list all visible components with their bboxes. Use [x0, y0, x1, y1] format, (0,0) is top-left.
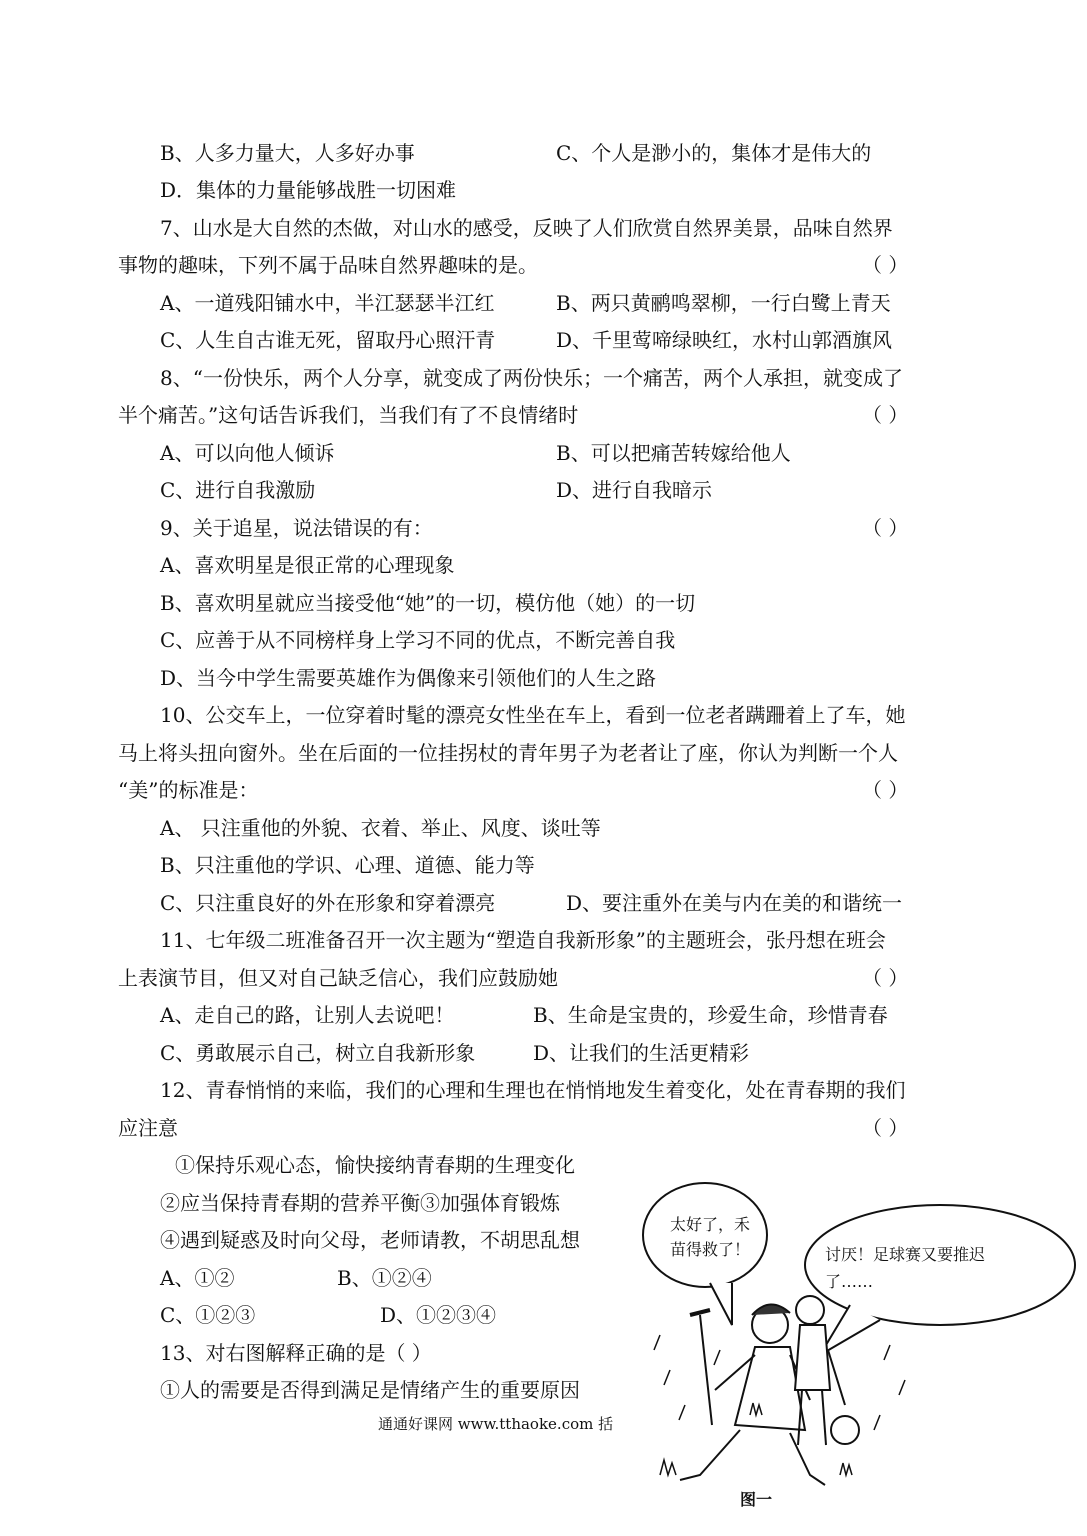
- q11-stem-line-1: 11、七年级二班准备召开一次主题为“塑造自我新形象”的主题班会，张丹想在班会: [160, 928, 886, 952]
- q12-item-1: ①保持乐观心态，愉快接纳青春期的生理变化: [175, 1153, 575, 1177]
- bubble-left-line-1: 太好了，禾: [670, 1215, 751, 1234]
- q10-option-a: A、 只注重他的外貌、衣着、举止、风度、谈吐等: [160, 816, 601, 840]
- q12-option-c: C、①②③: [160, 1303, 256, 1327]
- q10-answer-blank: （ ）: [862, 778, 909, 802]
- q12-stem-line-2: 应注意: [118, 1116, 178, 1140]
- speech-bubble-left: [643, 1183, 767, 1325]
- q9-answer-blank: （ ）: [862, 516, 909, 540]
- q12-item-3: ④遇到疑惑及时向父母，老师请教，不胡思乱想: [160, 1228, 580, 1252]
- bubble-right-line-1: 讨厌！足球赛又要推迟: [825, 1245, 986, 1264]
- q8-option-a: A、可以向他人倾诉: [160, 441, 335, 465]
- speech-bubble-right: [805, 1205, 1075, 1355]
- q12-item-2: ②应当保持青春期的营养平衡③加强体育锻炼: [160, 1191, 560, 1215]
- q9-option-c: C、应善于从不同榜样身上学习不同的优点，不断完善自我: [160, 628, 676, 652]
- q10-option-d: D、要注重外在美与内在美的和谐统一: [566, 891, 903, 915]
- q8-option-d: D、进行自我暗示: [556, 478, 713, 502]
- q12-answer-blank: （ ）: [862, 1116, 909, 1140]
- q8-option-b: B、可以把痛苦转嫁给他人: [556, 441, 791, 465]
- q11-option-b: B、生命是宝贵的，珍爱生命，珍惜青春: [533, 1003, 888, 1027]
- q9-stem: 9、关于追星，说法错误的有：: [160, 516, 433, 540]
- q10-option-b: B、只注重他的学识、心理、道德、能力等: [160, 853, 535, 877]
- q13-stem: 13、对右图解释正确的是（ ）: [160, 1341, 432, 1365]
- q9-option-d: D、当今中学生需要英雄作为偶像来引领他们的人生之路: [160, 666, 657, 690]
- bubble-left-line-2: 苗得救了！: [670, 1240, 751, 1259]
- q12-option-d: D、①②③④: [380, 1303, 497, 1327]
- q7-option-d: D、千里莺啼绿映红，水村山郭酒旗风: [556, 328, 893, 352]
- cartoon-figure: [640, 1175, 1080, 1515]
- q9-option-b: B、喜欢明星就应当接受他“她”的一切，模仿他（她）的一切: [160, 591, 696, 615]
- q10-stem-line-2: 马上将头扭向窗外。坐在后面的一位挂拐杖的青年男子为老者让了座，你认为判断一个人: [118, 741, 898, 765]
- q12-stem-line-1: 12、青春悄悄的来临，我们的心理和生理也在悄悄地发生着变化，处在青春期的我们: [160, 1078, 906, 1102]
- q8-stem-line-2: 半个痛苦。”这句话告诉我们，当我们有了不良情绪时: [118, 403, 579, 427]
- q11-stem-line-2: 上表演节目，但又对自己缺乏信心，我们应鼓励她: [118, 966, 558, 990]
- figure-caption: 图一: [740, 1490, 773, 1509]
- q10-stem-line-3: “美”的标准是：: [118, 778, 259, 802]
- q10-option-c: C、只注重良好的外在形象和穿着漂亮: [160, 891, 496, 915]
- q7-stem-line-1: 7、山水是大自然的杰做，对山水的感受，反映了人们欣赏自然界美景，品味自然界: [160, 216, 893, 240]
- q7-answer-blank: （ ）: [862, 253, 909, 277]
- q6-option-d: D．集体的力量能够战胜一切困难: [160, 178, 457, 202]
- q6-option-c: C、个人是渺小的，集体才是伟大的: [556, 141, 872, 165]
- q11-answer-blank: （ ）: [862, 966, 909, 990]
- q12-option-a: A、①②: [160, 1266, 235, 1290]
- q11-option-c: C、勇敢展示自己，树立自我新形象: [160, 1041, 476, 1065]
- bubble-right-line-2: 了……: [825, 1272, 874, 1291]
- q7-option-a: A、一道残阳铺水中，半江瑟瑟半江红: [160, 291, 495, 315]
- q11-option-d: D、让我们的生活更精彩: [533, 1041, 750, 1065]
- q11-option-a: A、走自己的路，让别人去说吧！: [160, 1003, 455, 1027]
- q7-option-b: B、两只黄鹂鸣翠柳，一行白鹭上青天: [556, 291, 891, 315]
- q12-option-b: B、①②④: [337, 1266, 432, 1290]
- q13-item-1: ①人的需要是否得到满足是情绪产生的重要原因: [160, 1378, 580, 1402]
- q7-option-c: C、人生自古谁无死，留取丹心照汗青: [160, 328, 496, 352]
- footer-watermark: 通通好课网 www.tthaoke.com 括: [378, 1415, 614, 1433]
- q7-stem-line-2: 事物的趣味，下列不属于品味自然界趣味的是。: [118, 253, 538, 277]
- q8-option-c: C、进行自我激励: [160, 478, 316, 502]
- q8-answer-blank: （ ）: [862, 403, 909, 427]
- q10-stem-line-1: 10、公交车上，一位穿着时髦的漂亮女性坐在车上，看到一位老者蹒跚着上了车，她: [160, 703, 906, 727]
- q6-option-b: B、人多力量大，人多好办事: [160, 141, 415, 165]
- q9-option-a: A、喜欢明星是很正常的心理现象: [160, 553, 455, 577]
- q8-stem-line-1: 8、“一份快乐，两个人分享，就变成了两份快乐；一个痛苦，两个人承担，就变成了: [160, 366, 903, 390]
